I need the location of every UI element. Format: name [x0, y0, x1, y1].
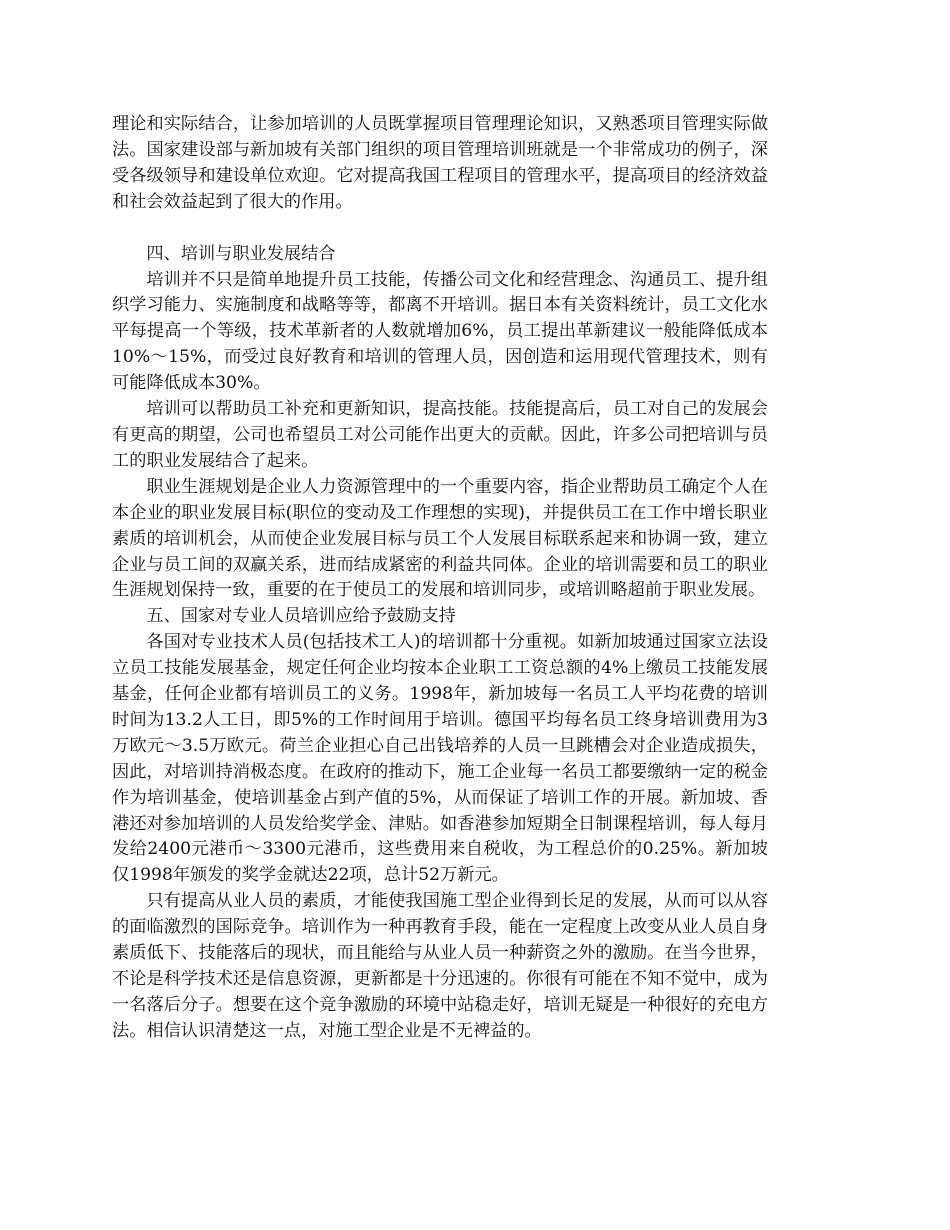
paragraph-4-2: 培训可以帮助员工补充和更新知识，提高技能。技能提高后，员工对自己的发展会有更高的期望，公司也希望员工对公司能作出更大的贡献。因此，许多公司把培训与员工的职业发展结合了起来。: [112, 399, 768, 471]
section-spacer: [112, 216, 768, 242]
section-heading-4: 四、培训与职业发展结合: [146, 243, 336, 264]
paragraph-intro: 理论和实际结合，让参加培训的人员既掌握项目管理理论知识，又熟悉项目管理实际做法。国家建设部与新加坡有关部门组织的项目管理培训班就是一个非常成功的例子，深受各级领导和建设单位欢迎。它对提高我国工程项目的管理水平，提高项目的经济效益和社会效益起到了很大的作用。: [112, 114, 768, 212]
document-body: [112, 112, 768, 1045]
paragraph-4-1: 培训并不只是简单地提升员工技能，传播公司文化和经营理念、沟通员工、提升组织学习能力、实施制度和战略等等，都离不开培训。据日本有关资料统计，员工文化水平每提高一个等级，技术革新者的人数就增加6%，员工提出革新建议一般能降低成本10%～15%，而受过良好教育和培训的管理人员，因创造和运用现代管理技术，则有可能降低成本30%。: [112, 269, 768, 394]
paragraph-5-1: 各国对专业技术人员(包括技术工人)的培训都十分重视。如新加坡通过国家立法设立员工技能发展基金，规定任何企业均按本企业职工工资总额的4%上缴员工技能发展基金，任何企业都有培训员工的义务。1998年，新加坡每一名员工人平均花费的培训时间为13.2人工日，即5%的工作时间用于培训。德国平均每名员工终身培训费用为3万欧元～3.5万欧元。荷兰企业担心自己出钱培养的人员一旦跳槽会对企业造成损失，因此，对培训持消极态度。在政府的推动下，施工企业每一名员工都要缴纳一定的税金作为培训基金，使培训基金占到产值的5%，从而保证了培训工作的开展。新加坡、香港还对参加培训的人员发给奖学金、津贴。如香港参加短期全日制课程培训，每人每月发给2400元港币～3300元港币，这些费用来自税收，为工程总价的0.25%。新加坡仅1998年颁发的奖学金就达22项，总计52万新元。: [112, 632, 768, 886]
paragraph-4-3: 职业生涯规划是企业人力资源管理中的一个重要内容，指企业帮助员工确定个人在本企业的职业发展目标(职位的变动及工作理想的实现)，并提供员工在工作中增长职业素质的培训机会，从而使企业发展目标与员工个人发展目标联系起来和协调一致，建立企业与员工间的双赢关系，进而结成紧密的利益共同体。企业的培训需要和员工的职业生涯规划保持一致，重要的在于使员工的发展和培训同步，或培训略超前于职业发展。: [112, 476, 768, 601]
section-heading-5: 五、国家对专业人员培训应给予鼓励支持: [146, 606, 456, 627]
paragraph-5-2: 只有提高从业人员的素质，才能使我国施工型企业得到长足的发展，从而可以从容的面临激烈的国际竞争。培训作为一种再教育手段，能在一定程度上改变从业人员自身素质低下、技能落后的现状，而且能给与从业人员一种薪资之外的激励。在当今世界，不论是科学技术还是信息资源，更新都是十分迅速的。你很有可能在不知不觉中，成为一名落后分子。想要在这个竞争激励的环境中站稳走好，培训无疑是一种很好的充电方法。相信认识清楚这一点，对施工型企业是不无裨益的。: [112, 891, 768, 1041]
